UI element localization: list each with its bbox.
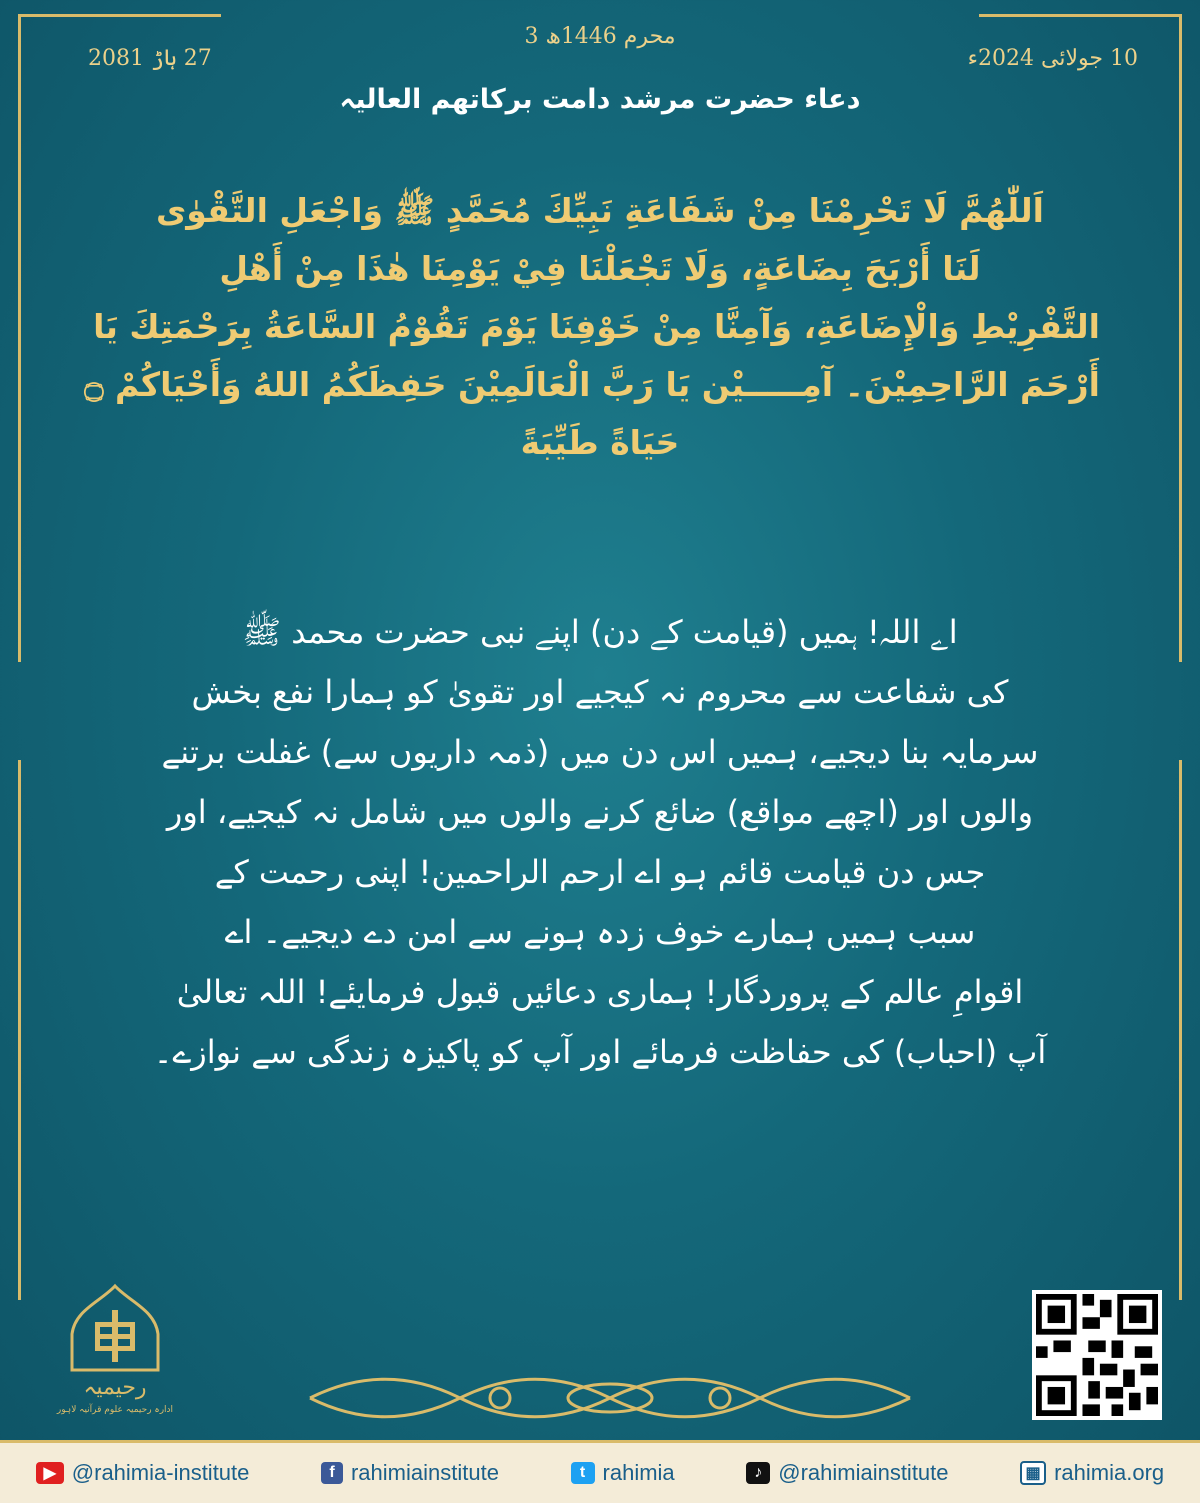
rahimia-logo xyxy=(40,1282,190,1417)
website-url: rahimia.org xyxy=(1054,1460,1165,1485)
bikrami-date: 27 ہاڑ 2081 xyxy=(88,46,212,71)
frame-left xyxy=(18,760,24,1300)
urdu-line: اقوامِ عالم کے پروردگار! ہماری دعائیں قبول فرمایئے! اللہ تعالیٰ xyxy=(176,973,1024,1011)
youtube-icon: ▶ xyxy=(36,1462,64,1484)
urdu-line: والوں اور (اچھے مواقع) ضائع کرنے والوں میں شامل نہ کیجیے، اور xyxy=(166,793,1034,831)
website-icon: ▦ xyxy=(1020,1461,1046,1485)
logo-subtitle: ادارہ رحیمیہ علوم قرآنیہ لاہور xyxy=(56,1405,174,1415)
arabic-line: اَللّٰھُمَّ لَا تَحْرِمْنَا مِنْ شَفَاعَةِ نَبِيِّكَ مُحَمَّدٍ ﷺ وَاجْعَلِ التَّقْوٰى xyxy=(156,191,1044,230)
qr-code[interactable] xyxy=(1032,1290,1162,1420)
facebook-handle: rahimiainstitute xyxy=(350,1460,499,1485)
arabic-dua xyxy=(84,182,1100,472)
youtube-link[interactable] xyxy=(36,1460,250,1486)
hijri-date: 3 محرم 1446ھ xyxy=(524,24,676,49)
twitter-link[interactable] xyxy=(571,1460,675,1486)
urdu-line: کی شفاعت سے محروم نہ کیجیے اور تقویٰ کو ہمارا نفع بخش xyxy=(191,673,1009,711)
urdu-translation xyxy=(130,602,1070,1082)
urdu-line: سرمایہ بنا دیجیے، ہمیں اس دن میں (ذمہ داریوں سے) غفلت برتنے xyxy=(161,733,1039,771)
urdu-line: اے اللہ! ہمیں (قیامت کے دن) اپنے نبی حضرت محمد ﷺ xyxy=(242,613,958,651)
arabic-line: لَنَا أَرْبَحَ بِضَاعَةٍ، وَلَا تَجْعَلْنَا فِيْ يَوْمِنَا هٰذَا مِنْ أَهْلِ xyxy=(219,249,981,288)
social-footer xyxy=(0,1440,1200,1503)
logo-text: رحیمیہ xyxy=(83,1375,147,1400)
tiktok-link[interactable] xyxy=(746,1460,948,1486)
twitter-icon: t xyxy=(571,1462,595,1484)
youtube-handle: @rahimia-institute xyxy=(71,1460,250,1485)
gold-ornament xyxy=(300,1368,920,1428)
twitter-handle: rahimia xyxy=(602,1460,675,1485)
gregorian-date: 10 جولائی 2024ء xyxy=(967,46,1138,71)
facebook-link[interactable] xyxy=(321,1460,499,1486)
arabic-line: أَرْحَمَ الرَّاحِمِيْنَ۔ آمِـــــيْن يَا رَبَّ الْعَالَمِيْنَ حَفِظَكُمُ اللهُ وَأَحْيَاكُمْ ۝ xyxy=(84,365,1100,404)
arabic-line: التَّفْرِيْطِ وَالْإِضَاعَةِ، وَآمِنَّا مِنْ خَوْفِنَا يَوْمَ تَقُوْمُ السَّاعَةُ بِرَحْمَتِكَ يَا xyxy=(93,307,1100,346)
urdu-line: سبب ہمیں ہمارے خوف زدہ ہونے سے امن دے دیجیے۔ اے xyxy=(224,913,976,951)
urdu-line: آپ (احباب) کی حفاظت فرمائے اور آپ کو پاکیزہ زندگی سے نوازے۔ xyxy=(153,1033,1047,1071)
website-link[interactable] xyxy=(1020,1460,1164,1486)
facebook-icon: f xyxy=(321,1462,343,1484)
tiktok-icon: ♪ xyxy=(746,1462,770,1484)
arabic-line: حَيَاةً طَيِّبَةً xyxy=(520,423,680,462)
frame-right xyxy=(1176,760,1182,1300)
urdu-line: جس دن قیامت قائم ہو اے ارحم الراحمین! اپنی رحمت کے xyxy=(214,853,986,891)
page-title: دعاء حضرت مرشد دامت برکاتھم العالیہ xyxy=(339,84,861,115)
tiktok-handle: @rahimiainstitute xyxy=(778,1460,949,1485)
